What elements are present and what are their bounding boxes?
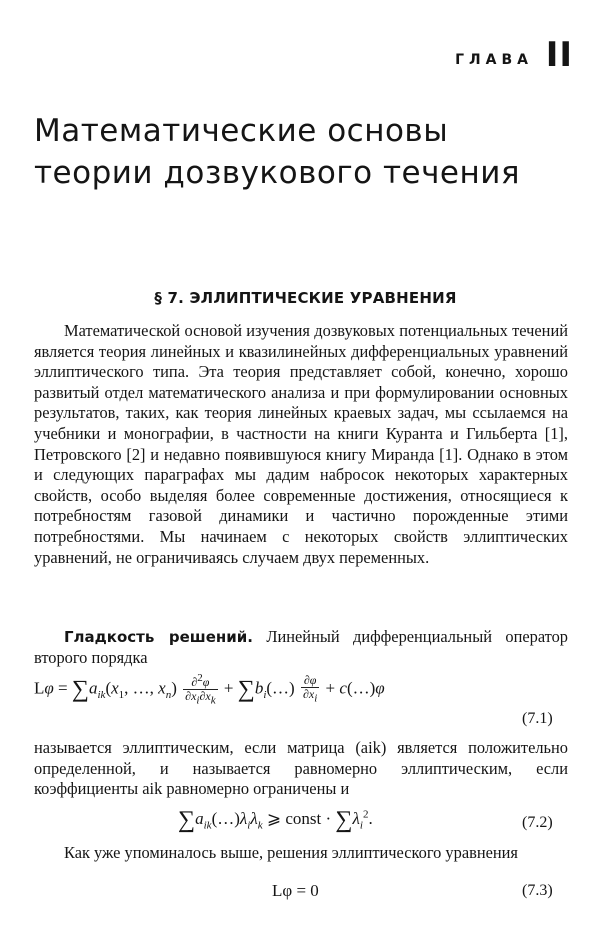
equation-7-3: Lφ = 0 [272, 881, 319, 900]
chapter-title-line1: Математические основы [34, 113, 449, 149]
paragraph-lead: Гладкость решений. [64, 628, 253, 646]
equation-7-1: $L\varphi = \sum a_{ik}(x_1$, …, $x_n$) $\frac{\partial^2\varphi}{\partial x_i\partial x_k}$ + $\sum b_i(\dots)$ $\frac{\partial\varphi}{\partial x_i}$ + c(…)φ [34, 672, 385, 707]
paragraph-smoothness [34, 627, 568, 668]
paragraph-intro: Математической основой изучения дозвуковых потенциальных течений является теория линейных и квазилинейных дифференциальных уравнений эллиптического типа. Эта теория представляет собой, конечно, хорошо развитый отдел математического анализа и при формулировании основных результатов, таких, как теория линейных краевых задач, мы ссылаемся на учебники и монографии, в частности на книги Куранта и Гильберта [1], Петровского [2] и недавно появившуюся книгу Миранда [1]. Однако в этом и следующих параграфах мы дадим набросок некоторых характерных свойств, особо выделяя более современные достижения, относящиеся к потребностям газовой динамики и частично порожденные этими потребностями. Мы начинаем с некоторых свойств эллиптических уравнений, не ограничиваясь случаем двух переменных. [34, 321, 568, 567]
chapter-title-line2: теории дозвукового течения [34, 155, 521, 191]
equation-7-2-number: (7.2) [522, 814, 553, 831]
section-heading: § 7. ЭЛЛИПТИЧЕСКИЕ УРАВНЕНИЯ [154, 289, 457, 307]
chapter-number: II [545, 35, 573, 75]
equation-7-2: $\sum a_{ik}(\dots)\lambda_i\lambda_k$ ⩾ const · $\sum\lambda_i^2$. [178, 807, 373, 833]
equation-7-2-const: const [285, 809, 322, 828]
equation-7-1-number: (7.1) [522, 710, 553, 727]
paragraph-solutions: Как уже упоминалось выше, решения эллиптического уравнения [64, 843, 518, 862]
paragraph-smoothness-text: Линейный дифференциальный оператор второго порядка [34, 627, 569, 667]
paragraph-elliptic-definition: называется эллиптическим, если матрица (aik) является положительно определенной, и называется равномерно эллиптическим, если коэффициенты aik равномерно ограничены и [34, 738, 568, 799]
chapter-title [34, 110, 594, 194]
equation-7-3-number: (7.3) [522, 882, 553, 899]
chapter-label: ГЛАВА [455, 52, 533, 68]
